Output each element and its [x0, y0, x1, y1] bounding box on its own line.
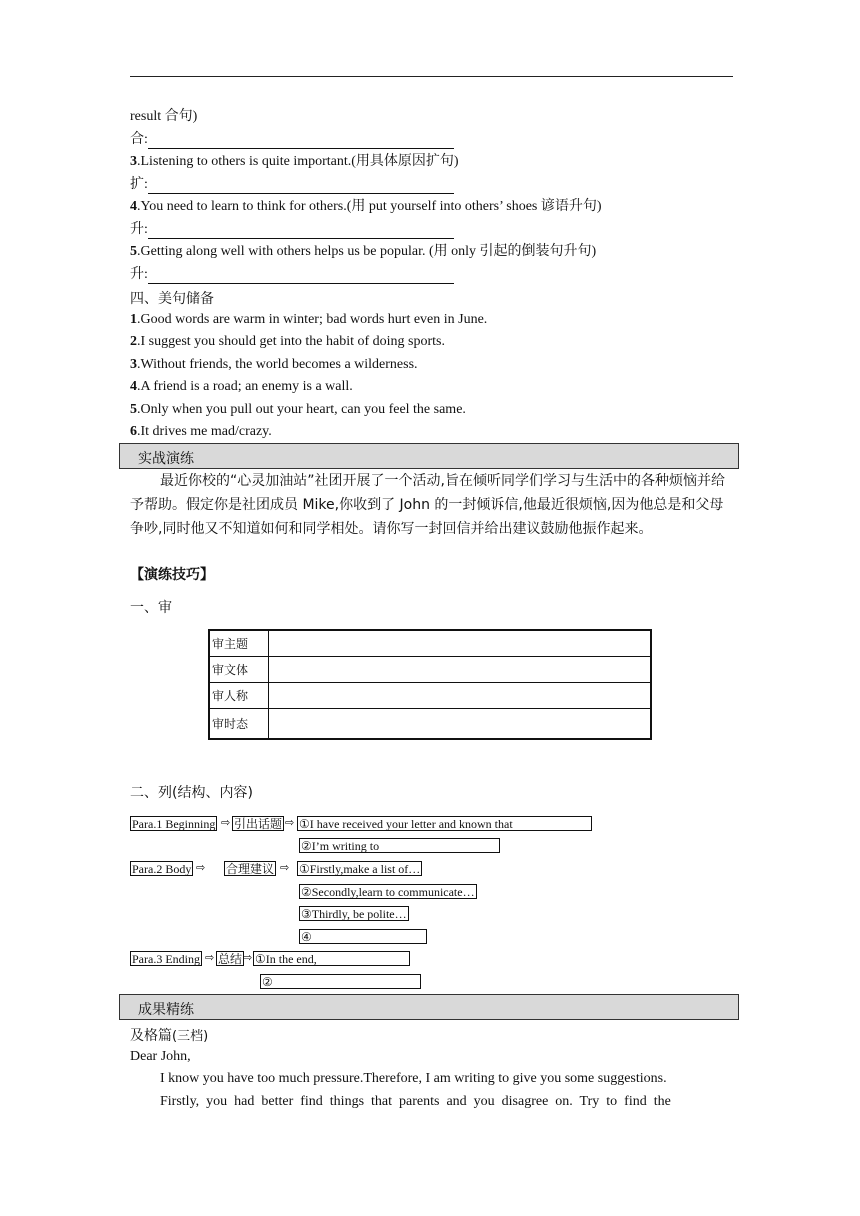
arrow-icon: ⇨ [285, 816, 295, 829]
sentence-item: 5.Only when you pull out your heart, can you feel the same. [130, 402, 466, 417]
text-line: result 合句) [130, 109, 198, 124]
outline-item: ①In the end, [253, 951, 410, 966]
outline-tag: 合理建议 [226, 862, 275, 876]
arrow-icon: ⇨ [243, 951, 253, 964]
text-line: 3.Listening to others is quite important.(用具体原因扩句) [130, 154, 459, 169]
outline-para-label: Para.1 Beginning [132, 817, 216, 831]
outline-item: ②Secondly,learn to communicate… [301, 885, 475, 899]
arrow-icon: ⇨ [205, 951, 215, 964]
answer-cell[interactable] [269, 657, 652, 683]
table-cell: 审时态 [209, 709, 269, 740]
arrow-icon: ⇨ [196, 861, 206, 874]
sentence-item: 4.A friend is a road; an enemy is a wall. [130, 379, 353, 394]
outline-item: ③Thirdly, be polite… [301, 907, 407, 921]
answer-cell[interactable] [269, 630, 652, 657]
outline-item: ②I’m writing to [299, 838, 500, 853]
step-title: 一、审 [130, 600, 172, 616]
section-band: 成果精练 [119, 994, 739, 1020]
answer-cell[interactable] [269, 683, 652, 709]
table-cell: 审人称 [209, 683, 269, 709]
outline-para-label: Para.3 Ending [132, 952, 200, 966]
outline-item: ①I have received your letter and known that [297, 816, 592, 831]
table-row [209, 709, 651, 740]
tips-title: 【演练技巧】 [130, 567, 214, 583]
sentence-item: 1.Good words are warm in winter; bad words hurt even in June. [130, 312, 488, 327]
sentence-item: 2.I suggest you should get into the habit of doing sports. [130, 334, 445, 349]
sentence-item: 3.Without friends, the world becomes a wilderness. [130, 357, 418, 372]
table-cell: 审文体 [209, 657, 269, 683]
outline-tag: 引出话题 [234, 817, 283, 831]
grade-title: 及格篇(三档) [130, 1028, 209, 1044]
answer-line: 扩: [130, 176, 454, 194]
outline-tag: 总结 [218, 952, 243, 966]
answer-line: 升: [130, 221, 454, 239]
table-row [209, 683, 651, 709]
letter-line: Firstly, you had better find things that parents and you disagree on. Try to find the [160, 1094, 671, 1109]
table-row [209, 657, 651, 683]
text-line: 4.You need to learn to think for others.(用 put yourself into others’ shoes 谚语升句) [130, 199, 602, 214]
outline-para-label: Para.2 Body [132, 862, 192, 876]
answer-line: 升: [130, 266, 454, 284]
answer-cell[interactable] [269, 709, 652, 740]
answer-line: 合: [130, 131, 454, 149]
section-band: 实战演练 [119, 443, 739, 469]
arrow-icon: ⇨ [280, 861, 290, 874]
table-cell: 审主题 [209, 630, 269, 657]
letter-line: I know you have too much pressure.Therefore, I am writing to give you some suggestions. [160, 1071, 667, 1086]
table-row [209, 630, 651, 657]
section-title: 四、美句储备 [130, 291, 214, 307]
text-line: 5.Getting along well with others helps us be popular. (用 only 引起的倒装句升句) [130, 244, 597, 259]
step-title: 二、列(结构、内容) [130, 785, 253, 801]
arrow-icon: ⇨ [221, 816, 231, 829]
header-rule [130, 76, 733, 77]
outline-item: ①Firstly,make a list of… [299, 862, 421, 876]
letter-greeting: Dear John, [130, 1049, 191, 1064]
prompt-paragraph: 最近你校的“心灵加油站”社团开展了一个活动,旨在倾听同学们学习与生活中的各种烦恼并给予帮助。假定你是社团成员 Mike,你收到了 John 的一封倾诉信,他最近很烦恼,因为他总是和父母争吵,同时他又不知道如何和同学相处。请你写一封回信并给出建议鼓励他振作起来。 [130, 473, 725, 537]
review-table [208, 629, 652, 740]
outline-item: ② [260, 974, 421, 989]
sentence-item: 6.It drives me mad/crazy. [130, 424, 272, 439]
outline-item: ④ [299, 929, 427, 944]
